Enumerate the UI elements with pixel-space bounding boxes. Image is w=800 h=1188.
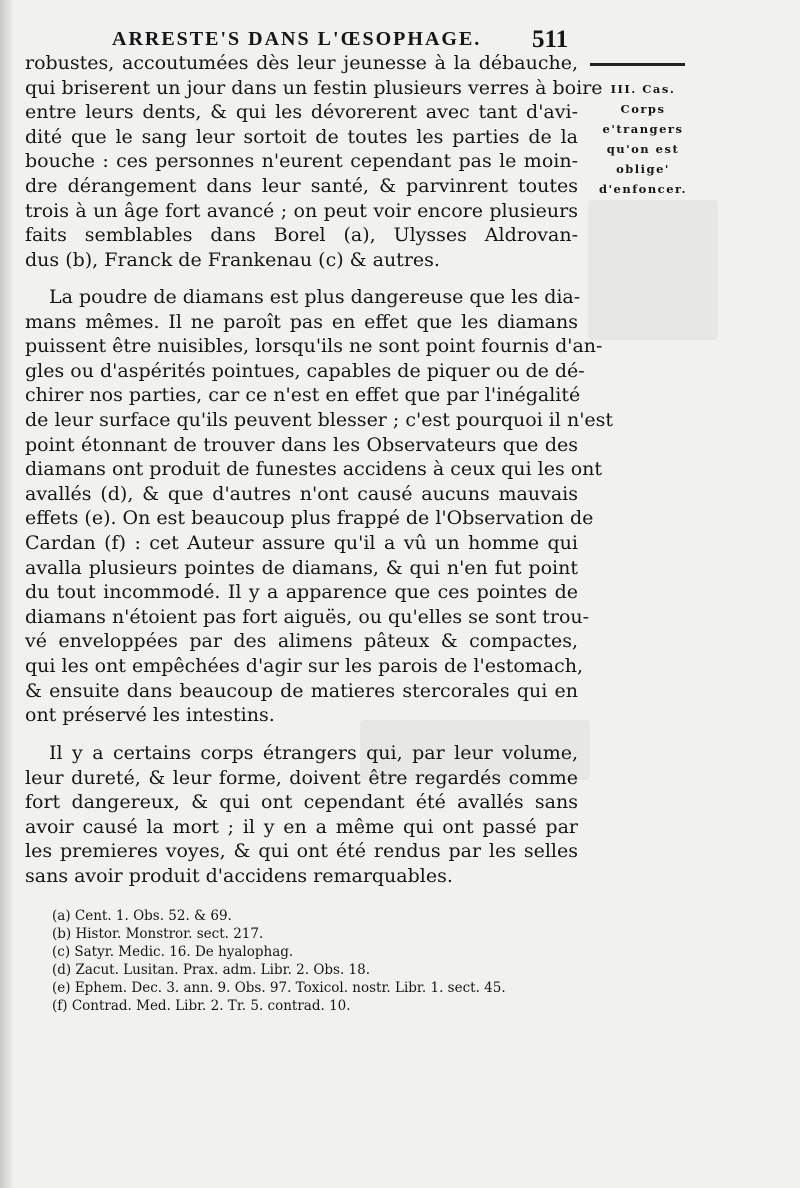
- text-line: dité que le sang leur sortoit de toutes les parties de la: [25, 125, 578, 148]
- text-line: leur dureté, & leur forme, doivent être regardés comme: [25, 766, 578, 789]
- text-line: fort dangereux, & qui ont cependant été avallés sans: [25, 791, 578, 814]
- text-line: point étonnant de trouver dans les Observateurs que des: [25, 433, 578, 456]
- text-line: dus (b), Franck de Frankenau (c) & autres.: [25, 248, 440, 271]
- footnote: (a) Cent. 1. Obs. 52. & 69.: [52, 908, 232, 924]
- footnote: (d) Zacut. Lusitan. Prax. adm. Libr. 2. Obs. 18.: [52, 962, 371, 978]
- paragraph-3: [25, 741, 578, 889]
- text-line: qui briserent un jour dans un festin plusieurs verres à boire: [25, 76, 603, 99]
- text-line: chirer nos parties, car ce n'est en effet que par l'inégalité: [25, 384, 581, 407]
- text-line: Il y a certains corps étrangers qui, par leur volume,: [49, 742, 578, 764]
- text-line: diamans n'étoient pas fort aiguës, ou qu'elles se sont trou-: [25, 605, 590, 628]
- paragraph-1: [25, 51, 603, 272]
- footnotes: [52, 907, 592, 1015]
- text-line: entre leurs dents, & qui les dévorerent avec tant d'avi-: [25, 101, 578, 124]
- text-line: bouche : ces personnes n'eurent cependant pas le moin-: [25, 150, 578, 173]
- text-line: La poudre de diamans est plus dangereuse que les dia-: [49, 286, 581, 308]
- text-line: gles ou d'aspérités pointues, capables de piquer ou de dé-: [25, 359, 585, 382]
- text-line: vé enveloppées par des alimens pâteux & compactes,: [25, 630, 578, 653]
- margin-note-line: e'trangers: [602, 122, 684, 136]
- footnote: (b) Histor. Monstror. sect. 217.: [52, 926, 264, 942]
- text-line: avalla plusieurs pointes de diamans, & qui n'en fut point: [25, 556, 578, 579]
- page-number: 511: [532, 26, 569, 53]
- text-line: diamans ont produit de funestes accidens à ceux qui les ont: [25, 458, 603, 481]
- text-line: Cardan (f) : cet Auteur assure qu'il a vû un homme qui: [25, 531, 578, 554]
- margin-note: [588, 79, 698, 199]
- paragraph-2: [25, 285, 614, 728]
- text-line: robustes, accoutumées dès leur jeunesse à la débauche,: [25, 52, 578, 74]
- margin-rule: [590, 63, 685, 66]
- text-line: avoir causé la mort ; il y en a même qui ont passé par: [25, 815, 578, 838]
- margin-note-line: d'enfoncer.: [598, 182, 688, 196]
- text-line: dre dérangement dans leur santé, & parvinrent toutes: [25, 174, 578, 197]
- text-line: faits semblables dans Borel (a), Ulysses Aldrovan-: [25, 224, 578, 247]
- text-line: de leur surface qu'ils peuvent blesser ; c'est pourquoi il n'est: [25, 408, 614, 431]
- text-line: effets (e). On est beaucoup plus frappé de l'Observation de: [25, 507, 594, 530]
- footnote: (f) Contrad. Med. Libr. 2. Tr. 5. contrad. 10.: [52, 998, 351, 1014]
- show-through-margin: [588, 200, 718, 340]
- margin-note-line: oblige': [616, 162, 670, 176]
- text-line: ont préservé les intestins.: [25, 704, 275, 727]
- text-line: puissent être nuisibles, lorsqu'ils ne sont point fournis d'an-: [25, 335, 603, 358]
- text-line: du tout incommodé. Il y a apparence que ces pointes de: [25, 581, 578, 604]
- text-line: sans avoir produit d'accidens remarquables.: [25, 864, 453, 887]
- margin-note-line: Corps: [620, 102, 666, 116]
- margin-note-line: qu'on est: [606, 142, 680, 156]
- text-line: les premieres voyes, & qui ont été rendus par les selles: [25, 840, 578, 863]
- text-line: avallés (d), & que d'autres n'ont causé aucuns mauvais: [25, 482, 578, 505]
- text-line: trois à un âge fort avancé ; on peut voir encore plusieurs: [25, 199, 578, 222]
- text-line: mans mêmes. Il ne paroît pas en effet que les diamans: [25, 310, 578, 333]
- margin-note-line: III. Cas.: [610, 82, 676, 96]
- page-gutter-shadow: [0, 0, 14, 1188]
- footnote: (e) Ephem. Dec. 3. ann. 9. Obs. 97. Toxicol. nostr. Libr. 1. sect. 45.: [52, 980, 506, 996]
- text-line: qui les ont empêchées d'agir sur les parois de l'estomach,: [25, 654, 584, 677]
- text-line: & ensuite dans beaucoup de matieres stercorales qui en: [25, 679, 578, 702]
- footnote: (c) Satyr. Medic. 16. De hyalophag.: [52, 944, 294, 960]
- running-head: ARRESTE'S DANS L'ŒSOPHAGE.: [112, 28, 482, 50]
